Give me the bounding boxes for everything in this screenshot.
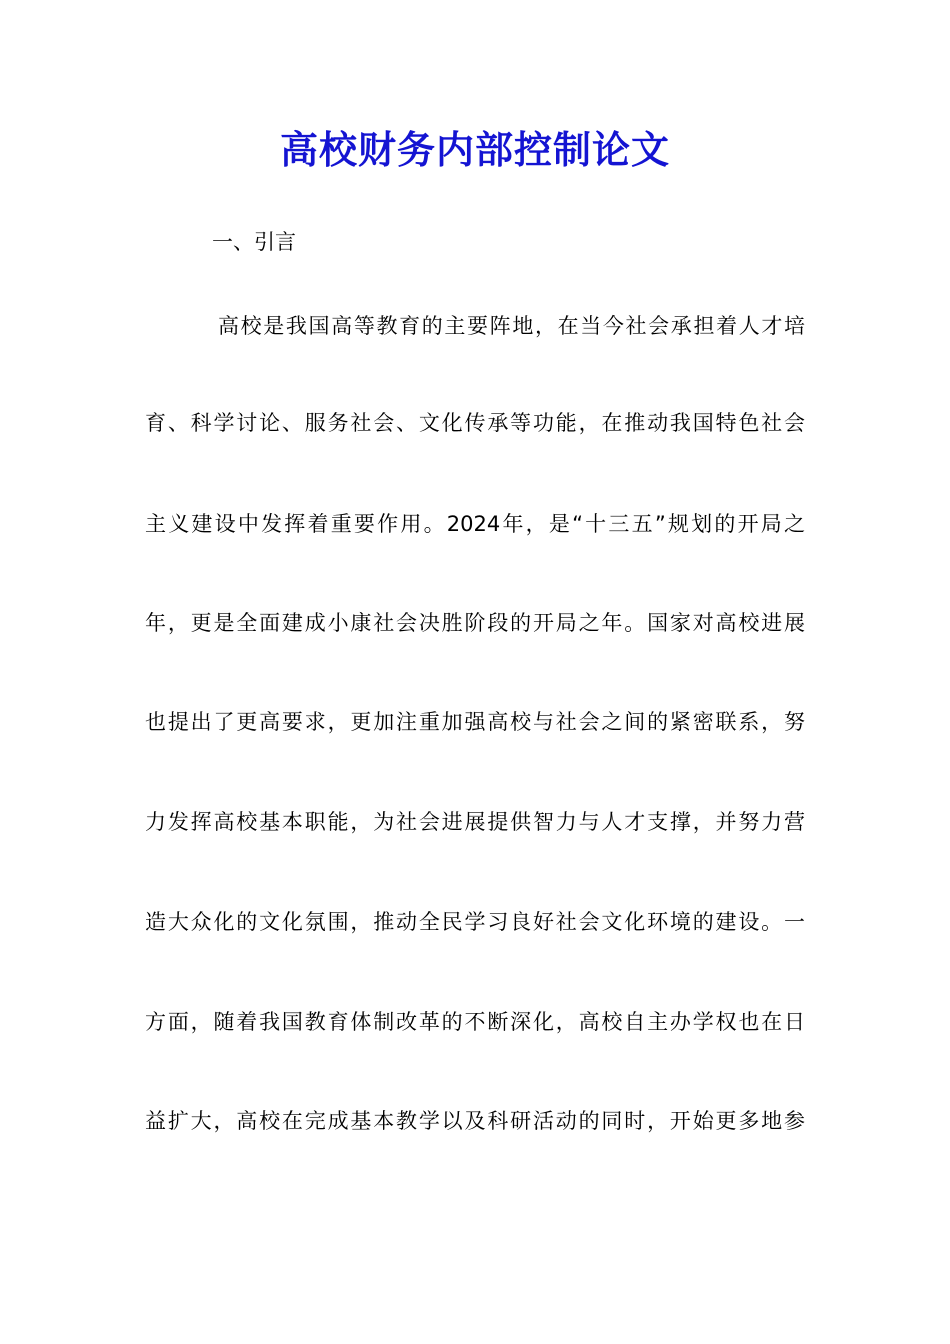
paragraph-line: 造大众化的文化氛围，推动全民学习良好社会文化环境的建设。一 [145,910,805,934]
paragraph-line: 主义建设中发挥着重要作用。2024年，是“十三五”规划的开局之 [145,512,805,536]
paragraph-line: 也提出了更高要求，更加注重加强高校与社会之间的紧密联系，努 [145,710,805,734]
paragraph-line: 益扩大，高校在完成基本教学以及科研活动的同时，开始更多地参 [145,1109,805,1133]
paragraph-line: 育、科学讨论、服务社会、文化传承等功能，在推动我国特色社会 [145,411,805,435]
document-title: 高校财务内部控制论文 [279,127,670,172]
paragraph-line: 力发挥高校基本职能，为社会进展提供智力与人才支撑，并努力营 [145,810,805,834]
paragraph-line: 年，更是全面建成小康社会决胜阶段的开局之年。国家对高校进展 [145,611,805,635]
paragraph-line: 方面，随着我国教育体制改革的不断深化，高校自主办学权也在日 [145,1010,805,1034]
paragraph-line: 高校是我国高等教育的主要阵地，在当今社会承担着人才培 [218,314,805,338]
section-heading: 一、引言 [212,230,296,254]
